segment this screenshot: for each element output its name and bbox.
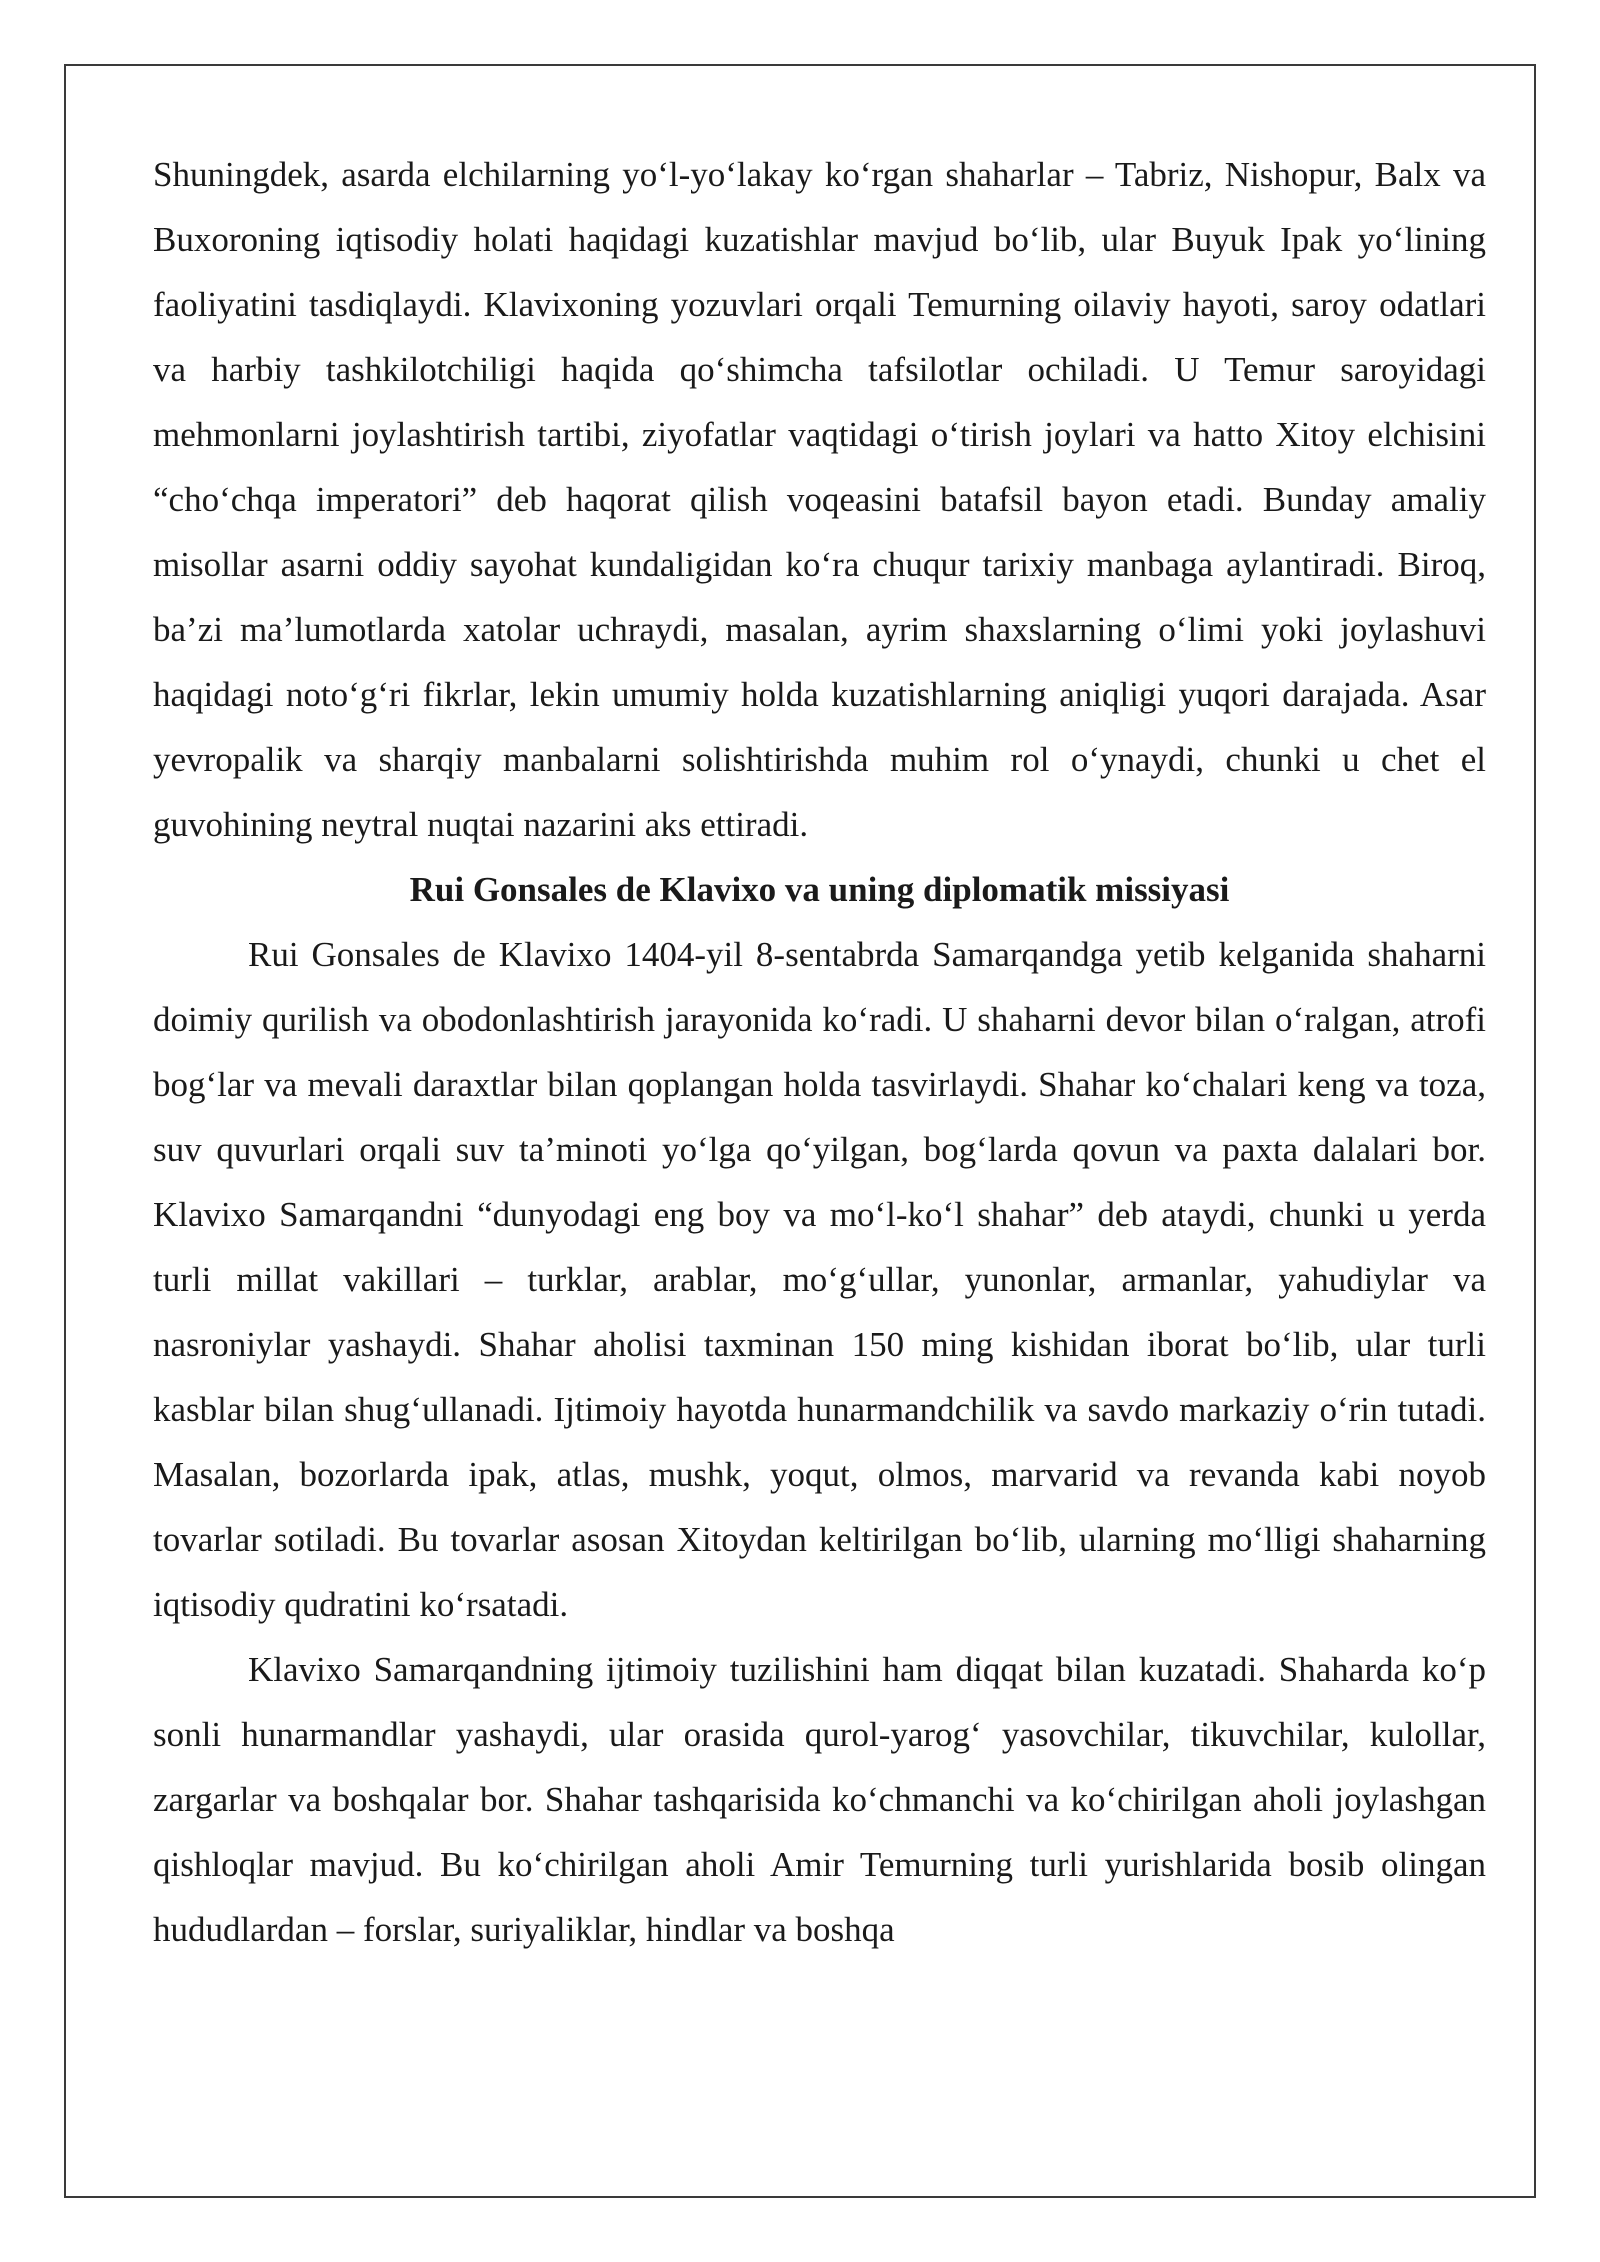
paragraph-intro: Shuningdek, asarda elchilarning yo‘l-yo‘lakay ko‘rgan shaharlar – Tabriz, Nishopur, Balx va Buxoroning iqtisodiy holati haqidagi kuzatishlar mavjud bo‘lib, ular Buyuk Ipak yo‘lining faoliyatini tasdiqlaydi. Klavixoning yozuvlari orqali Temurning oilaviy hayoti, saroy odatlari va harbiy tashkilotchiligi haqida qo‘shimcha tafsilotlar ochiladi. U Temur saroyidagi mehmonlarni joylashtirish tartibi, ziyofatlar vaqtidagi o‘tirish joylari va hatto Xitoy elchisini “cho‘chqa imperatori” deb haqorat qilish voqeasini batafsil bayon etadi. Bunday amaliy misollar asarni oddiy sayohat kundaligidan ko‘ra chuqur tarixiy manbaga aylantiradi. Biroq, ba’zi ma’lumotlarda xatolar uchraydi, masalan, ayrim shaxslarning o‘limi yoki joylashuvi haqidagi noto‘g‘ri fikrlar, lekin umumiy holda kuzatishlarning aniqligi yuqori darajada. Asar yevropalik va sharqiy manbalarni solishtirishda muhim rol o‘ynaydi, chunki u chet el guvohining neytral nuqtai nazarini aks ettiradi.: [153, 155, 1486, 844]
section-heading: Rui Gonsales de Klavixo va uning diplomatik missiyasi: [409, 870, 1230, 909]
paragraph-social-structure: Klavixo Samarqandning ijtimoiy tuzilishini ham diqqat bilan kuzatadi. Shaharda ko‘p sonli hunarmandlar yashaydi, ular orasida qurol-yarog‘ yasovchilar, tikuvchilar, kulollar, zargarlar va boshqalar bor. Shahar tashqarisida ko‘chmanchi va ko‘chirilgan aholi joylashgan qishloqlar mavjud. Bu ko‘chirilgan aholi Amir Temurning turli yurishlarida bosib olingan hududlardan – forslar, suriyaliklar, hindlar va boshqa: [153, 1650, 1486, 1949]
paragraph-samarkand-description: Rui Gonsales de Klavixo 1404-yil 8-sentabrda Samarqandga yetib kelganida shaharni doimiy qurilish va obodonlashtirish jarayonida ko‘radi. U shaharni devor bilan o‘ralgan, atrofi bog‘lar va mevali daraxtlar bilan qoplangan holda tasvirlaydi. Shahar ko‘chalari keng va toza, suv quvurlari orqali suv ta’minoti yo‘lga qo‘yilgan, bog‘larda qovun va paxta dalalari bor. Klavixo Samarqandni “dunyodagi eng boy va mo‘l-ko‘l shahar” deb ataydi, chunki u yerda turli millat vakillari – turklar, arablar, mo‘g‘ullar, yunonlar, armanlar, yahudiylar va nasroniylar yashaydi. Shahar aholisi taxminan 150 ming kishidan iborat bo‘lib, ular turli kasblar bilan shug‘ullanadi. Ijtimoiy hayotda hunarmandchilik va savdo markaziy o‘rin tutadi. Masalan, bozorlarda ipak, atlas, mushk, yoqut, olmos, marvarid va revanda kabi noyob tovarlar sotiladi. Bu tovarlar asosan Xitoydan keltirilgan bo‘lib, ularning mo‘lligi shaharning iqtisodiy qudratini ko‘rsatadi.: [153, 935, 1486, 1624]
document-body: [153, 142, 1486, 1962]
